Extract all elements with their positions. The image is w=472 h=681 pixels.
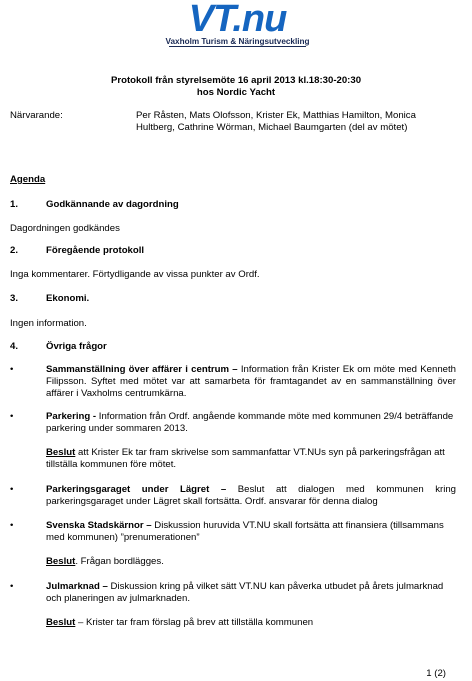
bullet-text: Beslut att dialogen med kommunen kring parkeringsgaraget under Lägret skall fortsätta. Ordf. ansvarar för denna dialog — [46, 484, 456, 507]
logo-mark — [165, 0, 310, 36]
decision-body: . Frågan bordlägges. — [75, 556, 164, 567]
attendance-label: Närvarande: — [10, 110, 63, 121]
bullet-heading: Sammanställning över affärer i centrum – — [46, 364, 238, 375]
decision-text — [46, 617, 456, 629]
bullet-body — [46, 411, 456, 435]
agenda-item-1-text: Dagordningen godkändes — [10, 223, 120, 234]
logo-rule — [169, 46, 306, 47]
bullet-body — [46, 484, 456, 508]
decision-body: att Krister Ek tar fram skrivelse som sammanfattar VT.NUs syn på parkeringsfrågan att tillställa kommunen före mötet. — [46, 447, 445, 470]
bullet-icon: • — [10, 484, 14, 495]
bullet-body — [46, 581, 456, 605]
bullet-heading: Svenska Stadskärnor – — [46, 520, 152, 531]
decision-text — [46, 447, 456, 471]
agenda-item-title: Godkännande av dagordning — [46, 199, 179, 210]
bullet-text: Information från Krister Ek om möte med Kenneth Filipsson. Syftet med mötet var att samarbeta för framtagandet av en sammanställning över affärer i Vaxholms centrumkärna. — [46, 364, 456, 399]
bullet-body — [46, 520, 456, 544]
svg-text:VT.nu: VT.nu — [188, 0, 287, 36]
decision-label: Beslut — [46, 617, 76, 628]
bullet-heading: Parkeringsgaraget under Lägret – — [46, 484, 227, 495]
agenda-item-title: Övriga frågor — [46, 341, 107, 352]
decision-label: Beslut — [46, 556, 76, 567]
attendance-line-1: Per Råsten, Mats Olofsson, Krister Ek, Matthias Hamilton, Monica — [136, 110, 416, 121]
decision-text — [46, 556, 456, 568]
agenda-item-2-text: Inga kommentarer. Förtydligande av vissa punkter av Ordf. — [10, 269, 260, 280]
bullet-text: Diskussion kring på vilket sätt VT.NU kan påverka utbudet på årets julmarknad och planeringen av julmarknaden. — [46, 581, 444, 604]
bullet-heading: Parkering - — [46, 411, 97, 422]
bullet-text: Diskussion huruvida VT.NU skall fortsätta att finansiera (tillsammans med kommunen) ”prenumerationen” — [46, 520, 444, 543]
logo-subtitle: Vaxholm Turism & Näringsutveckling — [165, 37, 310, 46]
decision-body: – Krister tar fram förslag på brev att tillställa kommunen — [75, 617, 314, 628]
bullet-icon: • — [10, 581, 14, 592]
bullet-icon: • — [10, 364, 14, 375]
document-subtitle: hos Nordic Yacht — [196, 87, 276, 98]
bullet-icon: • — [10, 411, 14, 422]
agenda-item-number: 4. — [10, 341, 19, 352]
agenda-heading: Agenda — [10, 174, 46, 185]
agenda-item-number: 1. — [10, 199, 19, 210]
document-title: Protokoll från styrelsemöte 16 april 2013 kl.18:30-20:30 — [110, 75, 362, 86]
attendance-names — [136, 110, 456, 134]
page-number: 1 (2) — [426, 668, 446, 679]
agenda-item-3-text: Ingen information. — [10, 318, 87, 329]
bullet-body — [46, 364, 456, 400]
bullet-text: Information från Ordf. angående kommande möte med kommunen 29/4 beträffande parkering under sommaren 2013. — [46, 411, 454, 434]
agenda-item-number: 3. — [10, 293, 19, 304]
bullet-heading: Julmarknad – — [46, 581, 108, 592]
agenda-item-number: 2. — [10, 245, 19, 256]
bullet-icon: • — [10, 520, 14, 531]
decision-label: Beslut — [46, 447, 76, 458]
vtnu-logo — [165, 0, 310, 50]
agenda-item-title: Ekonomi. — [46, 293, 90, 304]
attendance-line-2: Hultberg, Cathrine Wörman, Michael Baumgarten (del av mötet) — [136, 122, 408, 133]
agenda-item-title: Föregående protokoll — [46, 245, 145, 256]
